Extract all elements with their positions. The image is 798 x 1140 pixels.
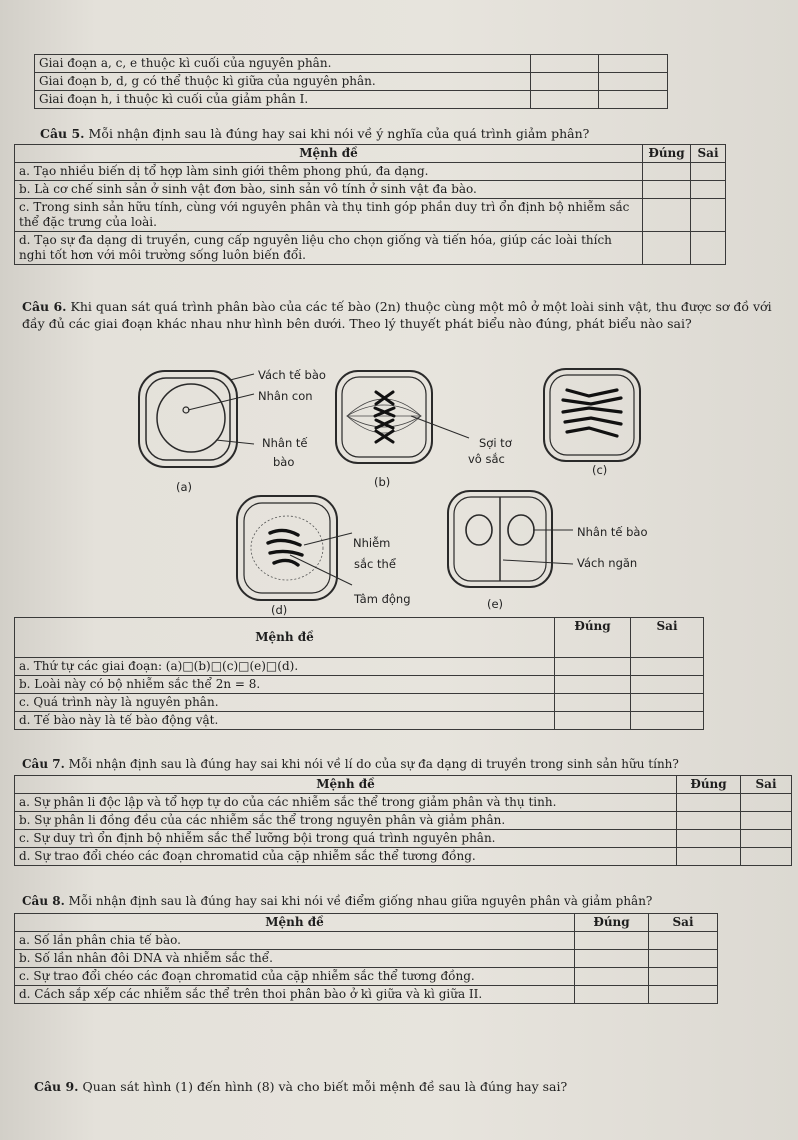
table-row: a. Thứ tự các giai đoạn: (a)□(b)□(c)□(e)□(d). — [15, 658, 704, 676]
q8-title: Câu 8. Mỗi nhận định sau là đúng hay sai khi nói về điểm giống nhau giữa nguyên phân và giảm phân? — [22, 894, 653, 908]
table-row: c. Trong sinh sản hữu tính, cùng với nguyên phân và thụ tinh góp phần duy trì ổn định bộ nhiễm sắc thể đặc trưng của loài. — [15, 199, 726, 232]
cell-d-diagram — [234, 493, 354, 605]
table-row: d. Cách sắp xếp các nhiễm sắc thể trên thoi phân bào ở kì giữa và kì giữa II. — [15, 986, 718, 1004]
table-row: b. Sự phân li đồng đều của các nhiễm sắc thể trong nguyên phân và giảm phân. — [15, 812, 792, 830]
q5-title: Câu 5. Mỗi nhận định sau là đúng hay sai khi nói về ý nghĩa của quá trình giảm phân? — [40, 126, 590, 141]
q7-table — [14, 775, 792, 866]
label-a: (a) — [176, 480, 193, 494]
label-centromere: Tâm động — [354, 592, 411, 606]
label-d: (d) — [271, 603, 288, 617]
table-row: d. Sự trao đổi chéo các đoạn chromatid của cặp nhiễm sắc thể tương đồng. — [15, 848, 792, 866]
cell-c-diagram — [541, 366, 645, 466]
table-row: c. Sự trao đổi chéo các đoạn chromatid của cặp nhiễm sắc thể tương đồng. — [15, 968, 718, 986]
table-row: b. Là cơ chế sinh sản ở sinh vật đơn bào, sinh sản vô tính ở sinh vật đa bào. — [15, 181, 726, 199]
label-spindle-2: vô sắc — [468, 452, 505, 466]
label-cell-nucleus-2: bào — [273, 455, 295, 469]
label-cell-nucleus-1: Nhân tế — [262, 436, 308, 450]
table-header: Mệnh đề Đúng Sai — [15, 145, 726, 163]
table-header: Mệnh đề Đúng Sai — [15, 776, 792, 794]
table-row: d. Tế bào này là tế bào động vật. — [15, 712, 704, 730]
table-row: Giai đoạn b, d, g có thể thuộc kì giữa của nguyên phân. — [35, 73, 668, 91]
label-chromosome-1: Nhiễm — [353, 536, 391, 550]
q6-table — [14, 617, 704, 730]
table-row: c. Sự duy trì ổn định bộ nhiễm sắc thể lưỡng bội trong quá trình nguyên phân. — [15, 830, 792, 848]
table-row: Giai đoạn a, c, e thuộc kì cuối của nguyên phân. — [35, 55, 668, 73]
table-row: a. Số lần phân chia tế bào. — [15, 932, 718, 950]
table-header: Mệnh đề Đúng Sai — [15, 914, 718, 932]
q6-title: Câu 6. Khi quan sát quá trình phân bào của các tế bào (2n) thuộc cùng một mô ở một loài sinh vật, thu được sơ đồ với đầy đủ các giai đoạn khác nhau như hình bên dưới. Theo lý thuyết phát biểu nào đúng, phát biểu nào sai? — [22, 299, 772, 331]
cell-a-diagram — [136, 368, 276, 472]
label-partition-wall: Vách ngăn — [577, 556, 638, 570]
label-e: (e) — [487, 597, 504, 611]
top-table — [34, 54, 668, 109]
table-header: Mệnh đề Đúng Sai — [15, 618, 704, 658]
q7-title: Câu 7. Mỗi nhận định sau là đúng hay sai khi nói về lí do của sự đa dạng di truyền trong sinh sản hữu tính? — [22, 757, 679, 771]
label-b: (b) — [374, 475, 391, 489]
label-c: (c) — [592, 463, 608, 477]
table-row: d. Tạo sự đa dạng di truyền, cung cấp nguyên liệu cho chọn giống và tiến hóa, giúp các loài thích nghi tốt hơn với môi trường sống luôn biến đổi. — [15, 232, 726, 265]
label-cell-wall: Vách tế bào — [258, 368, 326, 382]
q8-table — [14, 913, 718, 1004]
table-row: b. Số lần nhân đôi DNA và nhiễm sắc thể. — [15, 950, 718, 968]
cell-e-diagram — [445, 488, 575, 592]
q5-table — [14, 144, 726, 265]
label-nucleolus: Nhân con — [258, 389, 313, 403]
label-spindle-1: Sợi tơ — [479, 436, 512, 450]
table-row: b. Loài này có bộ nhiễm sắc thể 2n = 8. — [15, 676, 704, 694]
q9-title: Câu 9. Quan sát hình (1) đến hình (8) và cho biết mỗi mệnh đề sau là đúng hay sai? — [34, 1079, 568, 1094]
table-row: a. Sự phân li độc lập và tổ hợp tự do của các nhiễm sắc thể trong giảm phân và thụ tinh. — [15, 794, 792, 812]
table-row: a. Tạo nhiều biến dị tổ hợp làm sinh giới thêm phong phú, đa dạng. — [15, 163, 726, 181]
label-chromosome-2: sắc thể — [354, 557, 396, 571]
table-row: c. Quá trình này là nguyên phân. — [15, 694, 704, 712]
label-cell-nucleus-e: Nhân tế bào — [577, 525, 648, 539]
cell-b-diagram — [333, 368, 473, 468]
table-row: Giai đoạn h, i thuộc kì cuối của giảm phân I. — [35, 91, 668, 109]
